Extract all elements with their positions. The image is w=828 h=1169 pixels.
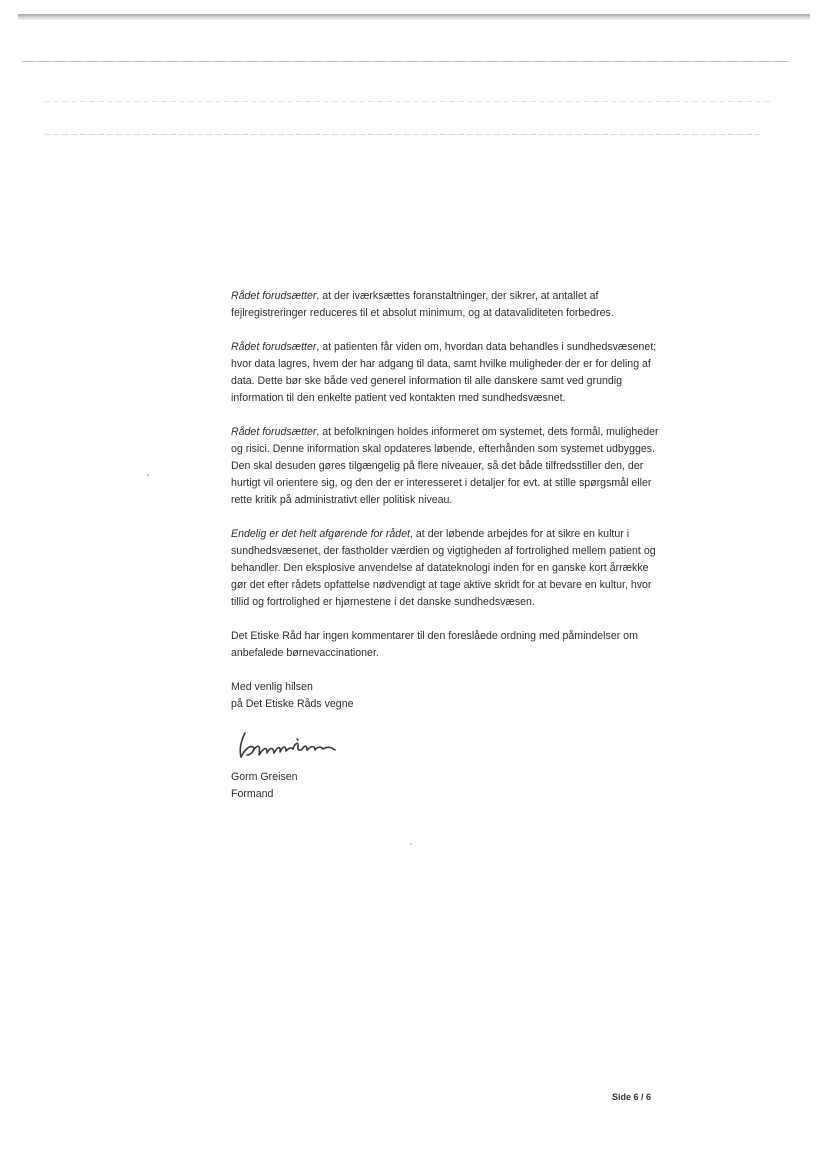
closing-block xyxy=(231,679,659,803)
signer-name: Gorm Greisen xyxy=(231,771,298,783)
paragraph-1 xyxy=(231,288,659,322)
header-rule xyxy=(44,134,760,135)
paragraph-lead: Rådet forudsætter xyxy=(231,426,317,438)
handwritten-signature xyxy=(231,715,361,763)
scan-speck xyxy=(410,843,412,845)
paragraph-lead: Rådet forudsætter xyxy=(231,341,317,353)
paragraph-5 xyxy=(231,628,659,662)
page-number: Side 6 / 6 xyxy=(612,1092,652,1102)
paragraph-text: , at der løbende arbejdes for at sikre en kultur i sundhedsvæsenet, der fastholder værdien og vigtigheden af fortrolighed mellem patient og behandler. Den eksplosive anvendelse af datateknologi inden for en ganske kort årrække gør det efter rådets opfattelse nødvendigt at tage aktive skridt for at bevare en kultur, hvor tillid og fortrolighed er hjørnestene i det danske sundhedsvæsen. xyxy=(231,528,656,608)
paragraph-3 xyxy=(231,424,659,509)
paragraph-text: Det Etiske Råd har ingen kommentarer til den foreslåede ordning med påmindelser om anbefalede børnevaccinationer. xyxy=(231,630,638,659)
paragraph-lead: Endelig er det helt afgørende for rådet xyxy=(231,528,411,540)
signer-title: Formand xyxy=(231,788,274,800)
paragraph-lead: Rådet forudsætter xyxy=(231,290,317,302)
paragraph-text: , at der iværksættes foranstaltninger, der sikrer, at antallet af fejlregistreringer reduceres til et absolut minimum, og at datavaliditeten forbedres. xyxy=(231,290,614,319)
scan-speck xyxy=(147,474,149,476)
closing-on-behalf: på Det Etiske Råds vegne xyxy=(231,698,354,710)
letter-body xyxy=(231,288,659,803)
header-rule xyxy=(22,61,788,62)
closing-greeting: Med venlig hilsen xyxy=(231,681,313,693)
scan-edge xyxy=(18,14,810,20)
paragraph-text: , at befolkningen holdes informeret om systemet, dets formål, muligheder og risici. Denne information skal opdateres løbende, efterhånden som systemet udbygges. Den skal desuden gøres tilgængelig på flere niveauer, så det både tilfredsstiller den, der hurtigt vil orientere sig, og den der er interesseret i detaljer for evt. at stille spørgsmål eller rette kritik på administrativt eller politisk niveau. xyxy=(231,426,659,506)
paragraph-2 xyxy=(231,339,659,407)
paragraph-text: , at patienten får viden om, hvordan data behandles i sundhedsvæsenet; hvor data lagres, hvem der har adgang til data, samt hvilke muligheder der er for deling af data. Dette bør ske både ved generel information til alle danskere samt ved grundig information til den enkelte patient ved kontakten med sundhedsvæsnet. xyxy=(231,341,657,404)
paragraph-4 xyxy=(231,526,659,611)
header-rule xyxy=(44,101,772,102)
